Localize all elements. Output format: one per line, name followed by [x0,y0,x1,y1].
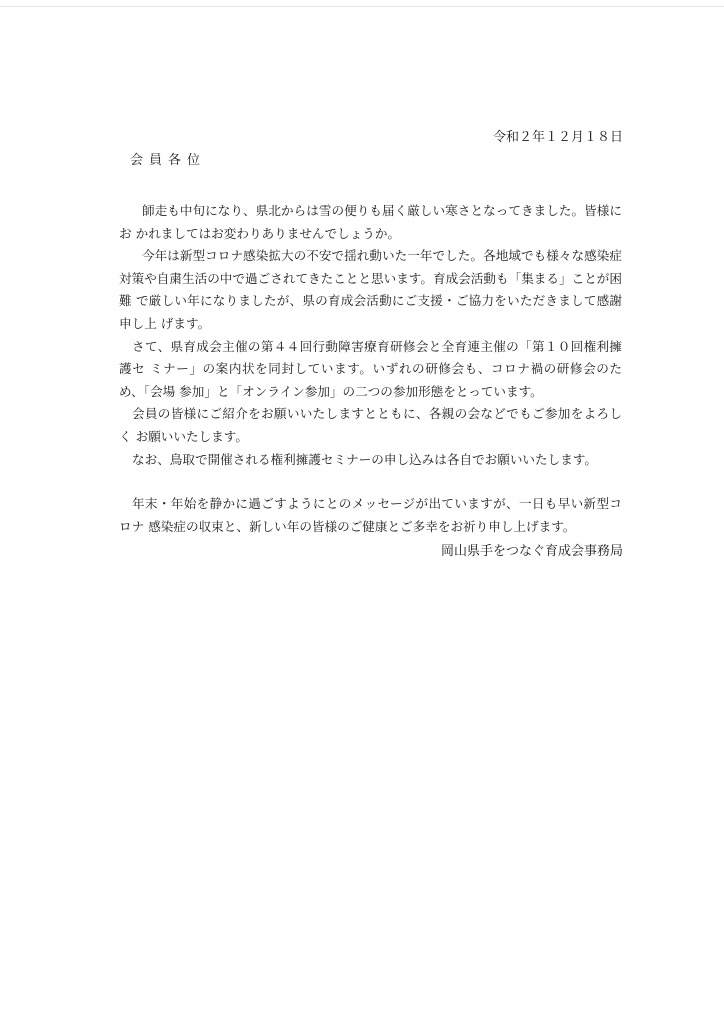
letter-addressee: 会員各位 [130,153,207,168]
paragraph-greeting: 師走も中旬になり、県北からは雪の便りも届く厳しい寒さとなってきました。皆様にお かれましてはお変わりありませんでしょうか。 [119,203,622,241]
paragraph-seminar-notice: さて、県育成会主催の第４４回行動障害療育研修会と全育連主催の「第１０回権利擁護セ ミナー」の案内状を同封しています。いずれの研修会も、コロナ禍の研修会のため、「会場 参加」と「オンライン参加」の二つの参加形態をとっています。 [119,338,622,399]
paragraph-tottori-note: なお、鳥取で開催される権利擁護セミナーの申し込みは各自でお願いいたします。 [132,451,597,467]
letter-signature: 岡山県手をつなぐ育成会事務局 [440,544,623,559]
scan-edge-line [0,6,724,7]
letter-body [119,200,622,538]
letter-date: 令和２年１２月１８日 [492,130,623,145]
paragraph-gap [119,471,622,493]
paragraph-request: 会員の皆様にご紹介をお願いいたしますとともに、各親の会などでもご参加をよろしく お願いいたします。 [119,406,622,444]
paragraph-this-year: 今年は新型コロナ感染拡大の不安で揺れ動いた一年でした。各地域でも様々な感染症 対策や自粛生活の中で過ごされてきたことと思います。育成会活動も「集まる」ことが困難 で厳しい年になりましたが、県の育成会活動にご支援・ご協力をいただきまして感謝申し上 げます。 [119,248,622,331]
paragraph-closing: 年末・年始を静かに過ごすようにとのメッセージが出ていますが、一日も早い新型コロナ 感染症の収束と、新しい年の皆様のご健康とご多幸をお祈り申し上げます。 [119,496,622,534]
